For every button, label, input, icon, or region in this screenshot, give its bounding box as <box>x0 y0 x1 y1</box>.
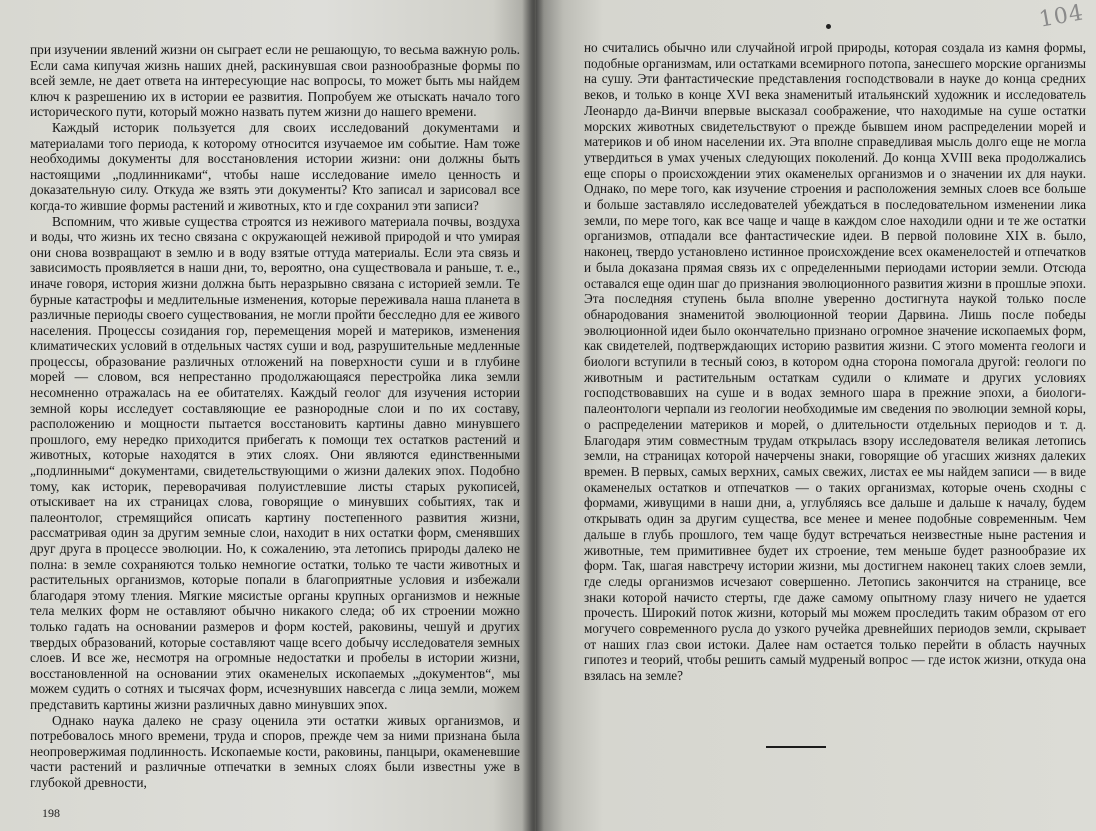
paragraph: но считались обычно или случайной игрой природы, которая создала из камня формы, подобные организмам, или остатками всемирного потопа, занесшего морские организмы на сушу. Эти фантастические представления господствовали в науке до конца средних веков, и только в конце XVI века знаменитый итальянский художник и исследователь Леонардо да-Винчи впервые высказал соображение, что находимые на суше остатки морских животных свидетельствуют о прежде бывшем ином распределении морей и материков и об ином населении их. Эта вполне справедливая мысль долго еще не могла утвердиться в умах ученых следующих поколений. До конца XVIII века продолжались еще споры о происхождении этих окаменелых организмов и о значении их для науки. Однако, по мере того, как изучение строения и расположения земных слоев все больше и больше заставляло исследователей убеждаться в последовательном изменении лика земли, по мере того, как все чаще и чаще в каждом слое находили одни и те же остатки организмов, отпадали все фантастические идеи. В первой половине XIX в. было, наконец, твердо установлено истинное происхождение всех окаменелостей и отпечатков и была доказана прямая связь их с определенными периодами истории земли. Отсюда оставался еще один шаг до признания эволюционного развития жизни в прошлые эпохи. Эта последняя ступень была вполне уверенно достигнута наукой только после обнародования знаменитой эволюционной теории Дарвина. Лишь после победы эволюционной идеи было окончательно признано огромное значение ископаемых форм, как свидетелей, подтверждающих историю развития жизни. С этого момента геологи и биологи вступили в тесный союз, в котором одна сторона помогала другой: геологи по животным и растительным остаткам судили о климате и других условиях господствовавших на суше и в водах земного шара в прежние эпохи, а биологи-палеонтологи черпали из геологии необходимые им сведения по эволюции земной коры, о распределении материков и морей, о длительности отдельных периодов и т. д. Благодаря этим совместным трудам открылась взору исследователя великая летопись земли, на страницах которой начерчены знаки, говорящие об угасших жизнях далеких времен. В первых, самых верхних, самых свежих, листах ее мы найдем записи — в виде окаменелых остатков и отпечатков — о таких организмах, которые очень сходны с формами, живущими в наши дни, а, углубляясь все дальше и дальше к началу, будем открывать один за другим существа, все менее и менее подобные современным. Чем дальше в глубь прошлого, тем чаще будут встречаться неизвестные ныне растения и животные, тем примитивнее будет их строение, тем меньше будет разнообразие их форм. Так, шагая навстречу истории жизни, мы достигнем наконец таких слоев земли, где следы организмов исчезают совершенно. Летопись закончится на странице, все знаки которой начисто стерты, где даже самому опытному глазу ничего не удается прочесть. Широкий поток жизни, который мы можем проследить таким образом от его могучего современного русла до узкого ручейка древнейших периодов земли, скрывает от наших глаз свои истоки. Далее нам остается только перейти в область научных гипотез и теорий, чтобы решить самый мудреный вопрос — где исток жизни, откуда она взялась на земле? <box>584 40 1086 684</box>
section-end-rule <box>766 746 826 748</box>
right-page-text <box>584 40 1086 684</box>
page-number: 198 <box>42 806 60 820</box>
right-page <box>536 0 1096 831</box>
ink-dot-mark <box>826 24 831 29</box>
paragraph: Каждый историк пользуется для своих исследований документами и материалами того периода, к которому относится изучаемое им событие. Нам тоже необходимы документы для восстановления истории жизни: они должны быть настоящими „подлинниками“, чтобы наше исследование имело ценность и доказательную силу. Откуда же взять эти документы? Кто записал и зарисовал все когда-то жившие формы растений и животных, кто и где сохранил эти записи? <box>30 119 520 213</box>
paragraph: Однако наука далеко не сразу оценила эти остатки живых организмов, и потребовалось много времени, труда и споров, прежде чем за ними признана была неопровержимая подлинность. Ископаемые кости, раковины, панцыри, окаменевшие части растений и различные отпечатки в земных слоях были известны уже в глубокой древности, <box>30 712 520 790</box>
left-page-text <box>30 42 520 791</box>
handwritten-page-mark: 104 <box>1037 0 1086 33</box>
paragraph: при изучении явлений жизни он сыграет если не решающую, то весьма важную роль. Если сама кипучая жизнь наших дней, раскинувшая свои разнообразные формы по всей земле, не дает ответа на интересующие нас вопросы, то может быть мы найдем ключ к разрешению их в истории ее развития. Попробуем же отыскать начало того исторического пути, который можно назвать путем жизни до нашего времени. <box>30 42 520 120</box>
paragraph: Вспомним, что живые существа строятся из неживого материала почвы, воздуха и воды, что жизнь их тесно связана с окружающей неживой природой и что умирая они снова возвращают в землю и в воду взятые оттуда материалы. Если эта связь и зависимость проявляется в наши дни, то, вероятно, она существовала и раньше, т. е., иначе говоря, история жизни должна быть неразрывно связана с историей земли. Те бурные катастрофы и медлительные изменения, которые переживала наша планета в различные периоды своего существования, не могли пройти бесследно для ее живого населения. Процессы созидания гор, перемещения морей и материков, изменения климатических условий в отдельных частях суши и вод, разрушительные медленные процессы, образование различных отложений на поверхности суши и в глубине морей — словом, вся непрестанно продолжающаяся перестройка лика земли несомненно отражалась на ее обитателях. Каждый геолог для изучения истории земной коры исследует составляющие ее разнородные слои и по их составу, расположению и мощности пытается восстановить картины давно минувшего прошлого, ему нередко приходится прибегать к помощи тех остатков растений и животных, которые находятся в этих слоях. Они являются единственными „подлинными“ документами, свидетельствующими о жизни далеких эпох. Подобно тому, как историк, переворачивая полуистлевшие листы старых рукописей, отыскивает на их страницах слова, говорящие о минувших событиях, так и палеонтолог, стремящийся описать картину постепенного развития жизни, рассматривая один за другим земные слои, находит в них остатки форм, сменявших друг друга в процессе эволюции. Но, к сожалению, эта летопись природы далеко не полна: в земле сохраняются только немногие остатки, только те части животных и растительных организмов, которые попали в благоприятные условия и избежали благодаря этому тления. Мягкие мясистые органы крупных организмов и нежные тела мелких форм не оставляют обычно никакого следа; об их строении можно только гадать на основании размеров и форм костей, раковины, чешуй и других твердых образований, которые составляют чаще всего добычу исследователя земных слоев. И все же, несмотря на огромные недостатки и пробелы в истории жизни, восстановленной на основании этих окаменелых ископаемых „документов“, мы можем судить о сотнях и тысячах форм, исчезнувших навсегда с лица земли, можем представить картины жизни различных давно минувших эпох. <box>30 213 520 712</box>
left-page <box>0 0 536 831</box>
